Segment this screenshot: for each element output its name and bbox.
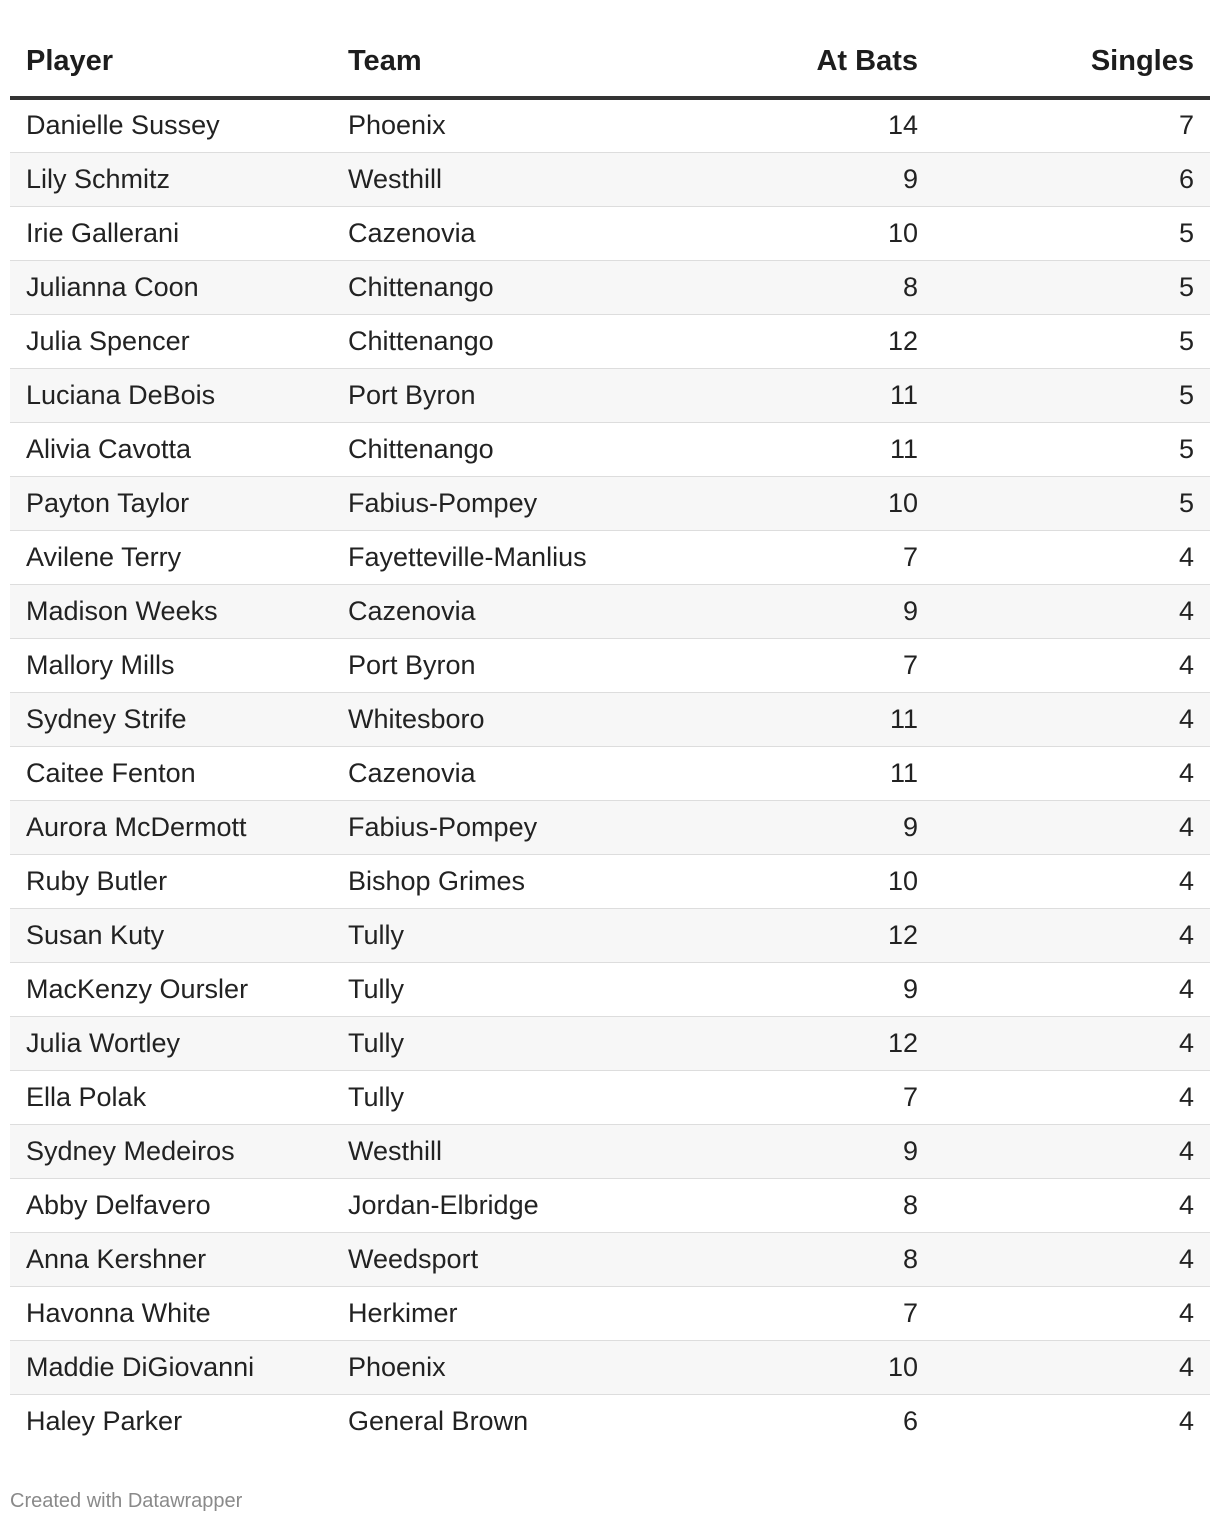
cell-player: Ella Polak [10, 1070, 332, 1124]
cell-at-bats: 11 [652, 746, 934, 800]
table-header [10, 26, 1210, 98]
cell-singles: 4 [934, 962, 1210, 1016]
cell-singles: 4 [1178, 1405, 1194, 1436]
cell-team: General Brown [348, 1405, 529, 1436]
column-header-player[interactable]: Player [10, 26, 332, 98]
cell-at-bats: 12 [652, 1016, 934, 1070]
table-row [10, 476, 1210, 530]
cell-singles: 4 [934, 530, 1210, 584]
cell-player: Danielle Sussey [10, 98, 332, 152]
cell-at-bats: 9 [652, 1124, 934, 1178]
cell-team: Port Byron [332, 638, 652, 692]
cell-team: Cazenovia [332, 584, 652, 638]
cell-singles: 4 [934, 1340, 1210, 1394]
table-row [10, 1286, 1210, 1340]
cell-at-bats: 6 [902, 1405, 918, 1436]
cell-team: Port Byron [332, 368, 652, 422]
cell-at-bats: 10 [652, 1340, 934, 1394]
cell-at-bats: 11 [652, 368, 934, 422]
table-row [10, 206, 1210, 260]
table-row [10, 314, 1210, 368]
table-row [10, 908, 1210, 962]
cell-player: Payton Taylor [10, 476, 332, 530]
cell-singles: 4 [934, 746, 1210, 800]
column-header-at-bats[interactable]: At Bats [652, 26, 934, 98]
data-table [10, 26, 1210, 1448]
cell-singles: 4 [934, 854, 1210, 908]
cell-team: Tully [332, 1016, 652, 1070]
cell-player: Mallory Mills [10, 638, 332, 692]
cell-team: Westhill [332, 152, 652, 206]
table-row [10, 638, 1210, 692]
cell-singles: 4 [934, 1016, 1210, 1070]
cell-at-bats: 9 [652, 152, 934, 206]
table-row [10, 800, 1210, 854]
table-row [10, 1016, 1210, 1070]
table-row [10, 692, 1210, 746]
table-row [10, 1394, 1210, 1448]
cell-team: Jordan-Elbridge [332, 1178, 652, 1232]
cell-player: Maddie DiGiovanni [10, 1340, 332, 1394]
data-table-container [10, 26, 1210, 1448]
cell-team: Westhill [332, 1124, 652, 1178]
cell-player: Ruby Butler [10, 854, 332, 908]
cell-team: Fabius-Pompey [332, 800, 652, 854]
cell-player: Irie Gallerani [10, 206, 332, 260]
cell-at-bats: 10 [652, 476, 934, 530]
cell-team: Tully [332, 908, 652, 962]
cell-singles: 4 [934, 1178, 1210, 1232]
cell-singles: 4 [934, 584, 1210, 638]
cell-player: Avilene Terry [10, 530, 332, 584]
cell-team: Tully [332, 962, 652, 1016]
cell-singles: 4 [934, 692, 1210, 746]
cell-singles: 5 [934, 206, 1210, 260]
table-row [10, 854, 1210, 908]
cell-team: Weedsport [332, 1232, 652, 1286]
cell-singles: 4 [934, 638, 1210, 692]
cell-at-bats: 8 [652, 260, 934, 314]
cell-player: MacKenzy Oursler [10, 962, 332, 1016]
cell-player: Susan Kuty [10, 908, 332, 962]
table-row [10, 422, 1210, 476]
cell-singles: 5 [934, 260, 1210, 314]
cell-singles: 5 [934, 476, 1210, 530]
cell-team: Fabius-Pompey [332, 476, 652, 530]
cell-at-bats: 9 [652, 584, 934, 638]
cell-singles: 4 [934, 1232, 1210, 1286]
cell-at-bats: 7 [652, 638, 934, 692]
table-row [10, 1178, 1210, 1232]
cell-player: Anna Kershner [10, 1232, 332, 1286]
cell-at-bats: 11 [652, 692, 934, 746]
cell-team: Bishop Grimes [332, 854, 652, 908]
table-body [10, 98, 1210, 1448]
table-row [10, 1232, 1210, 1286]
cell-at-bats: 9 [652, 800, 934, 854]
cell-team: Phoenix [332, 1340, 652, 1394]
cell-singles: 5 [934, 314, 1210, 368]
table-row [10, 584, 1210, 638]
cell-player: Havonna White [10, 1286, 332, 1340]
cell-singles: 7 [934, 98, 1210, 152]
cell-at-bats: 14 [652, 98, 934, 152]
cell-player: Julia Wortley [10, 1016, 332, 1070]
cell-player: Sydney Medeiros [10, 1124, 332, 1178]
cell-player: Julia Spencer [10, 314, 332, 368]
table-row [10, 1070, 1210, 1124]
table-row [10, 152, 1210, 206]
cell-player: Lily Schmitz [10, 152, 332, 206]
cell-team: Herkimer [332, 1286, 652, 1340]
cell-player: Abby Delfavero [10, 1178, 332, 1232]
cell-at-bats: 7 [652, 530, 934, 584]
cell-player: Luciana DeBois [10, 368, 332, 422]
cell-singles: 4 [934, 800, 1210, 854]
cell-team: Fayetteville-Manlius [332, 530, 652, 584]
datawrapper-credit: Created with Datawrapper [10, 1490, 243, 1512]
table-row [10, 98, 1210, 152]
cell-at-bats: 11 [652, 422, 934, 476]
table-row [10, 368, 1210, 422]
cell-player: Madison Weeks [10, 584, 332, 638]
header-row [10, 26, 1210, 98]
cell-player: Haley Parker [26, 1405, 183, 1436]
cell-player: Alivia Cavotta [10, 422, 332, 476]
column-header-singles[interactable]: Singles [934, 26, 1210, 98]
table-row [10, 746, 1210, 800]
table-row [10, 1340, 1210, 1394]
cell-at-bats: 12 [652, 908, 934, 962]
cell-singles: 4 [934, 1124, 1210, 1178]
cell-team: Whitesboro [332, 692, 652, 746]
cell-singles: 5 [934, 422, 1210, 476]
table-row [10, 1124, 1210, 1178]
cell-at-bats: 10 [652, 206, 934, 260]
cell-singles: 6 [934, 152, 1210, 206]
cell-at-bats: 9 [652, 962, 934, 1016]
cell-singles: 4 [934, 1070, 1210, 1124]
cell-at-bats: 10 [652, 854, 934, 908]
cell-team: Tully [332, 1070, 652, 1124]
cell-singles: 4 [934, 908, 1210, 962]
cell-player: Julianna Coon [10, 260, 332, 314]
cell-player: Sydney Strife [10, 692, 332, 746]
cell-team: Phoenix [332, 98, 652, 152]
cell-team: Chittenango [332, 260, 652, 314]
cell-team: Chittenango [332, 314, 652, 368]
cell-singles: 5 [934, 368, 1210, 422]
cell-at-bats: 12 [652, 314, 934, 368]
cell-team: Cazenovia [332, 206, 652, 260]
cell-at-bats: 8 [652, 1178, 934, 1232]
cell-at-bats: 7 [652, 1070, 934, 1124]
table-row [10, 962, 1210, 1016]
cell-team: Chittenango [332, 422, 652, 476]
cell-at-bats: 8 [652, 1232, 934, 1286]
column-header-team[interactable]: Team [332, 26, 652, 98]
table-row [10, 260, 1210, 314]
table-row [10, 530, 1210, 584]
cell-at-bats: 7 [652, 1286, 934, 1340]
cell-team: Cazenovia [332, 746, 652, 800]
cell-player: Caitee Fenton [10, 746, 332, 800]
cell-singles: 4 [934, 1286, 1210, 1340]
cell-player: Aurora McDermott [10, 800, 332, 854]
